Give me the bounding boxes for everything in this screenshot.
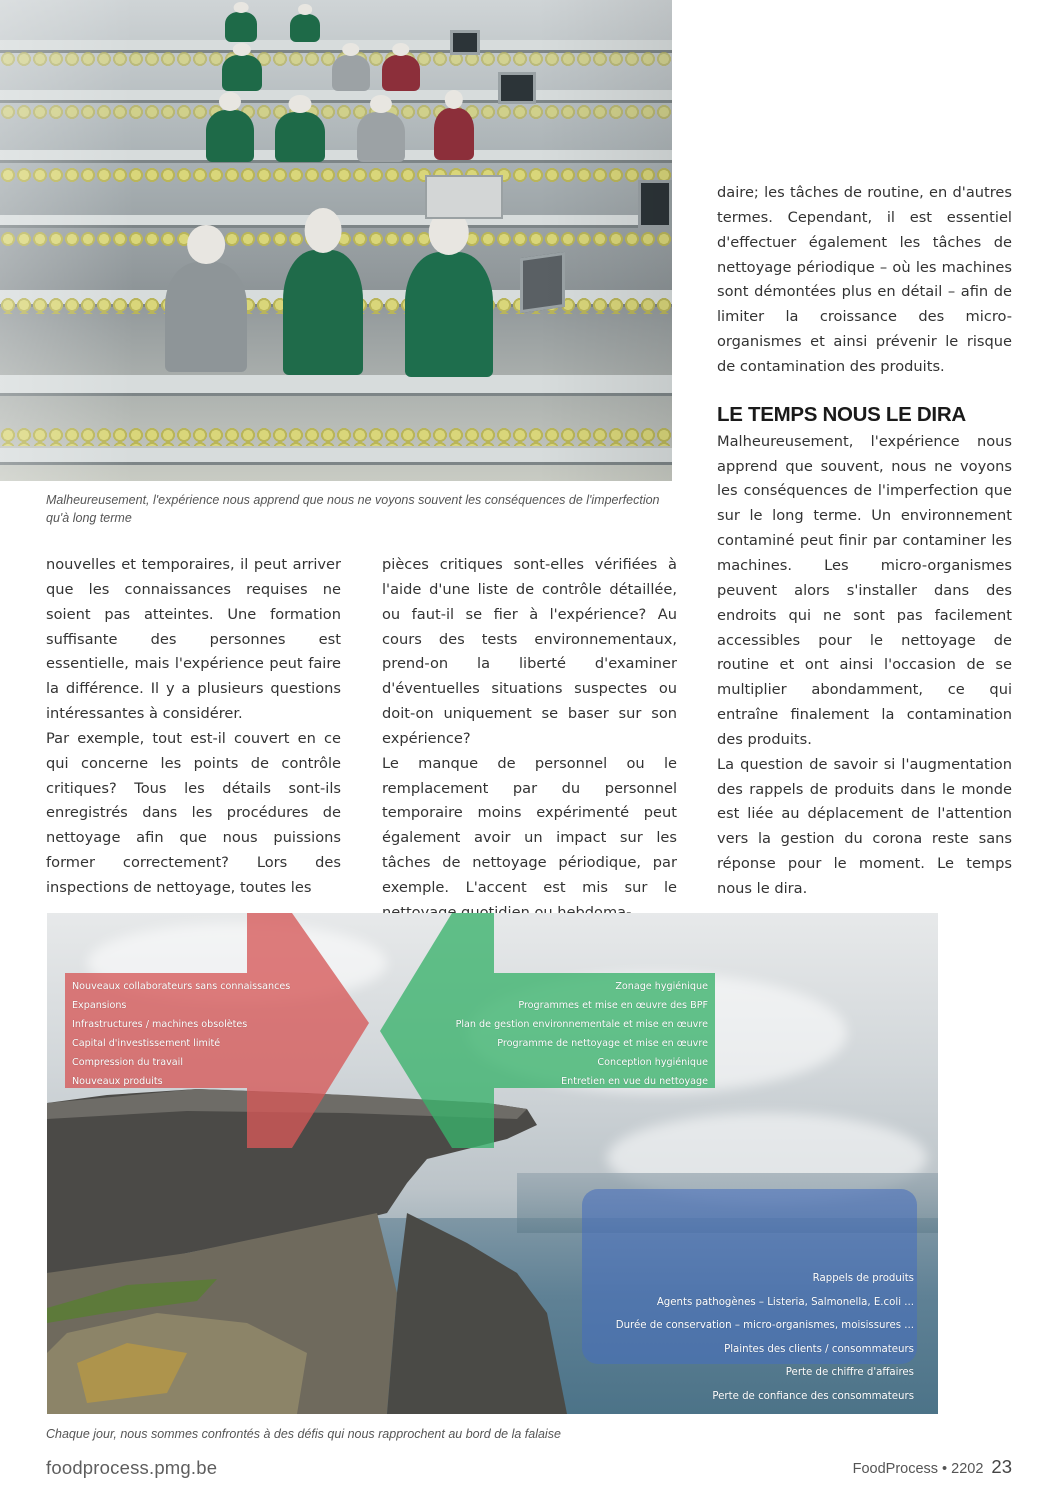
paragraph: nouvelles et temporaires, il peut arriver que les connaissances requises ne soient pas atteintes. Une formation suffisante des personnes est essentielle, mais l'expérience peut faire la différence. Il y a plusieurs questions intéressantes à considérer. — [46, 556, 341, 723]
paragraph: Par exemple, tout est-il couvert en ce qui concerne les points de contrôle critiques? Tous les détails sont-ils enregistrés dans les procédures de nettoyage afin que nous puissions former correctement? Lors des inspections de nettoyage, toutes les — [46, 729, 341, 896]
list-item: Rappels de produits — [812, 1273, 914, 1284]
cliff-figure — [47, 913, 938, 1414]
list-item: Plan de gestion environnementale et mise en œuvre — [455, 1019, 708, 1030]
list-item: Capital d'investissement limité — [72, 1038, 221, 1049]
list-item: Plaintes des clients / consommateurs — [724, 1343, 914, 1355]
page-footer — [853, 1456, 1012, 1478]
list-item: Perte de chiffre d'affaires — [785, 1367, 914, 1378]
article-column-1 — [46, 553, 341, 901]
paragraph: La question de savoir si l'augmentation des rappels de produits dans le monde est liée au déplacement de l'attention vers la gestion du corona reste sans réponse pour le moment. Le temps nous le dira. — [717, 755, 1012, 897]
cliff-figure-caption: Chaque jour, nous sommes confrontés à des défis qui nous rapprochent au bord de la falaise — [46, 1427, 561, 1441]
list-item: Programme de nettoyage et mise en œuvre — [497, 1038, 708, 1049]
paragraph: Malheureusement, l'expérience nous apprend que souvent, nous ne voyons les conséquences de l'imperfection que sur le long terme. Un environnement contaminé peut finir par contaminer les machines. Les micro-organismes peuvent alors s'installer dans des endroits qui ne sont pas facilement accessibles pour le nettoyage de routine et ont ainsi l'occasion de se multiplier abondamment, ce qui entraîne finalement la contamination des produits. — [717, 432, 1012, 748]
list-item: Durée de conservation – micro-organismes, moisissures ... — [615, 1320, 914, 1331]
list-item: Expansions — [72, 1000, 127, 1011]
list-item: Zonage hygiénique — [615, 981, 708, 992]
paragraph: daire; les tâches de routine, en d'autres termes. Cependant, il est essentiel d'effectuer également les tâches de nettoyage périodique – où les machines sont démontées plus en détail – afin de limiter la croissance des micro-organismes et ainsi prévenir le risque de contamination des produits. — [717, 184, 1012, 375]
list-item: Programmes et mise en œuvre des BPF — [518, 1000, 708, 1011]
article-column-2 — [382, 553, 677, 926]
list-item: Agents pathogènes – Listeria, Salmonella, E.coli ... — [656, 1296, 914, 1308]
magazine-issue: FoodProcess • 2202 — [852, 1461, 984, 1477]
paragraph: Le manque de personnel ou le remplacement par du personnel temporaire moins expérimenté peut également avoir un impact sur les tâches de nettoyage périodique, par exemple. L'accent est mis sur le — [382, 754, 677, 896]
paragraph: pièces critiques sont-elles vérifiées à l'aide d'une liste de contrôle détaillée, ou faut-il se fier à l'expérience? Au cours des tests environnementaux, prend-on la liberté d'examiner d'éventuelles situations suspectes ou doit-on uniquement se baser sur son expérience? — [382, 556, 677, 747]
section-heading: LE TEMPS NOUS LE DIRA — [717, 402, 966, 426]
list-item: Nouveaux produits — [72, 1076, 163, 1087]
list-item: Perte de confiance des consommateurs — [712, 1390, 914, 1402]
top-photo-caption: Malheureusement, l'expérience nous apprend que nous ne voyons souvent les conséquences de l'imperfection qu'à long terme — [46, 493, 660, 525]
list-item: Entretien en vue du nettoyage — [561, 1076, 708, 1087]
list-item: Conception hygiénique — [597, 1057, 708, 1068]
page-number: 23 — [991, 1456, 1012, 1477]
website-link[interactable]: foodprocess.pmg.be — [46, 1457, 218, 1478]
list-item: Nouveaux collaborateurs sans connaissances — [72, 981, 291, 992]
green-list — [456, 977, 708, 1091]
list-item: Infrastructures / machines obsolètes — [72, 1019, 248, 1030]
blue-list — [616, 1267, 914, 1408]
article-column-3 — [717, 181, 1012, 902]
factory-photo — [0, 0, 672, 481]
red-list — [72, 977, 290, 1091]
list-item: Compression du travail — [72, 1057, 183, 1068]
